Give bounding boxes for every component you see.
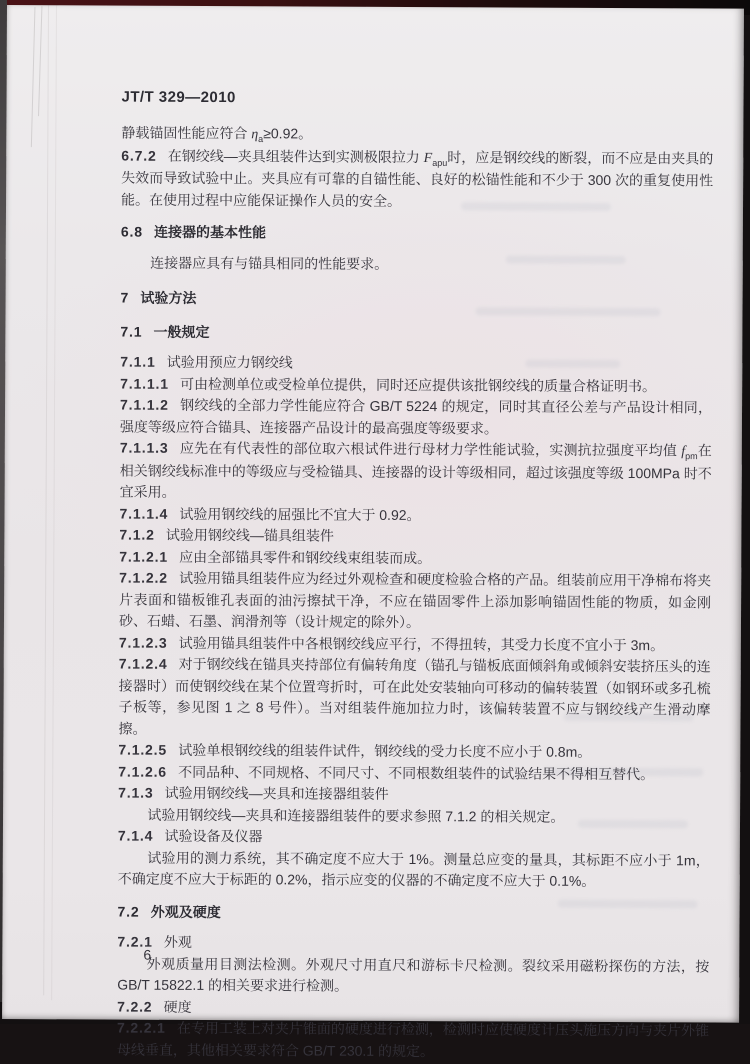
clause-7-1-1: 7.1.1 试验用预应力钢绞线 <box>120 353 293 371</box>
heading-7-1: 7.1 一般规定 <box>120 323 210 340</box>
clause-7-1-2-2: 7.1.2.2 试验用锚具组装件应为经过外观检查和硬度检验合格的产品。组装前应用干净棉布将夹片表面和锚板锥孔表面的油污擦拭干净，不应在锚固零件上添加影响锚固性能的物质，如金刚砂、石蜡、石墨、润滑剂等（设计规定的除外）。 <box>118 569 712 631</box>
paragraph-connector-req: 连接器应具有与锚具相同的性能要求。 <box>150 254 389 272</box>
clause-7-2-2: 7.2.2 硬度 <box>117 998 192 1015</box>
clause-7-1-1-2: 7.1.1.2 钢绞线的全部力学性能应符合 GB/T 5224 的规定，同时其直径公差与产品设计相同，强度等级应符合锚具、连接器产品设计的最高强度等级要求。 <box>119 396 713 436</box>
symbol-F-apu: F <box>423 150 433 166</box>
clause-7-1-1-1: 7.1.1.1 可由检测单位或受检单位提供，同时还应提供该批钢绞线的质量合格证明书。 <box>120 375 657 394</box>
clause-7-2-2-1: 7.2.2.1 在专用工装上对夹片锥面的硬度进行检测，检测时应使硬度计压头施压方向与夹片外锥母线垂直，其他相关要求符合 GB/T 230.1 的规定。 <box>116 1019 710 1059</box>
clause-7-1-4: 7.1.4 试验设备及仪器 <box>117 827 263 845</box>
page-stack-edge <box>43 5 49 995</box>
page-stack-edge <box>31 7 36 147</box>
page-number: 6 <box>143 946 152 963</box>
scanned-page <box>2 5 744 1059</box>
paragraph-runover: 静载锚固性能应符合 $\eta_a\ge 0.92$。 <box>121 124 313 145</box>
page-stack-edge <box>38 6 42 116</box>
heading-6-8: 6.8 连接器的基本性能 <box>120 223 267 241</box>
clause-7-1-2: 7.1.2 试验用钢绞线—锚具组装件 <box>119 526 334 544</box>
page-stack-edge <box>51 5 57 1000</box>
clause-7-1-1-3: 7.1.1.3 应先在有代表性的部位取六根试件进行母材力学性能试验，实测抗拉强度平均值 $f_{pm}$在相关钢绞线标准中的等级应与受检锚具、连接器的设计等级相同，超过该强度等级 100MPa 时不宜采用。 <box>119 439 712 500</box>
clause-7-1-2-1: 7.1.2.1 应由全部锚具零件和钢绞线束组装而成。 <box>119 548 432 566</box>
heading-7: 7 试验方法 <box>120 289 197 306</box>
page-content <box>117 89 714 1064</box>
clause-6-7-2: 6.7.2 在钢绞线—夹具组装件达到实测极限拉力 $F_{apu}$时，应是钢绞线的断裂，而不应是由夹具的失效而导致试验中止。夹具应有可靠的自锚性能、良好的松锚性能和不少于 300 次的重复使用性能。在使用过程中应能保证操作人员的安全。 <box>121 147 714 209</box>
clause-7-1-3: 7.1.3 试验用钢绞线—夹具和连接器组装件 <box>118 784 389 802</box>
heading-7-2: 7.2 外观及硬度 <box>117 903 221 920</box>
symbol-f-pm: f <box>681 444 686 460</box>
paragraph-7-2-1-body: 外观质量用目测法检测。外观尺寸用直尺和游标卡尺检测。裂纹采用磁粉探伤的方法，按 GB/T 15822.1 的相关要求进行检测。 <box>117 955 710 994</box>
clause-7-1-2-5: 7.1.2.5 试验单根钢绞线的组装件试件，钢绞线的受力长度不应小于 0.8m。 <box>118 741 592 760</box>
clause-7-1-1-4: 7.1.1.4 试验用钢绞线的屈强比不宜大于 0.92。 <box>119 505 421 523</box>
clause-7-1-2-4: 7.1.2.4 对于钢绞线在锚具夹持部位有偏转角度（锚孔与锚板底面倾斜角或倾斜安装挤压头的连接器时）而使钢绞线在某个位置弯折时，可在此处安装轴向可移动的偏转装置（如钢环或多孔梳子板等，参见图 1 之 8 号件）。当对组装件施加拉力时，该偏转装置不应与钢绞线产生滑动摩擦。 <box>118 655 711 737</box>
paragraph-7-1-3-body: 试验用钢绞线—夹具和连接器组装件的要求参照 7.1.2 的相关规定。 <box>147 806 565 825</box>
clause-7-1-2-3: 7.1.2.3 试验用锚具组装件中各根钢绞线应平行，不得扭转，其受力长度不宜小于 3m。 <box>118 634 665 653</box>
clause-7-1-2-6: 7.1.2.6 不同品种、不同规格、不同尺寸、不同根数组装件的试验结果不得相互替代。 <box>118 763 655 782</box>
symbol-eta: η <box>251 127 259 143</box>
standard-code-header: JT/T 329—2010 <box>121 88 236 107</box>
paragraph-7-1-4-body: 试验用的测力系统，其不确定度不应大于 1%。测量总应变的量具，其标距不应小于 1m，不确定度不应大于标距的 0.2%，指示应变的仪器的不确定度不应大于 0.1%。 <box>117 849 710 889</box>
clause-7-2-1: 7.2.1 外观 <box>117 933 192 950</box>
